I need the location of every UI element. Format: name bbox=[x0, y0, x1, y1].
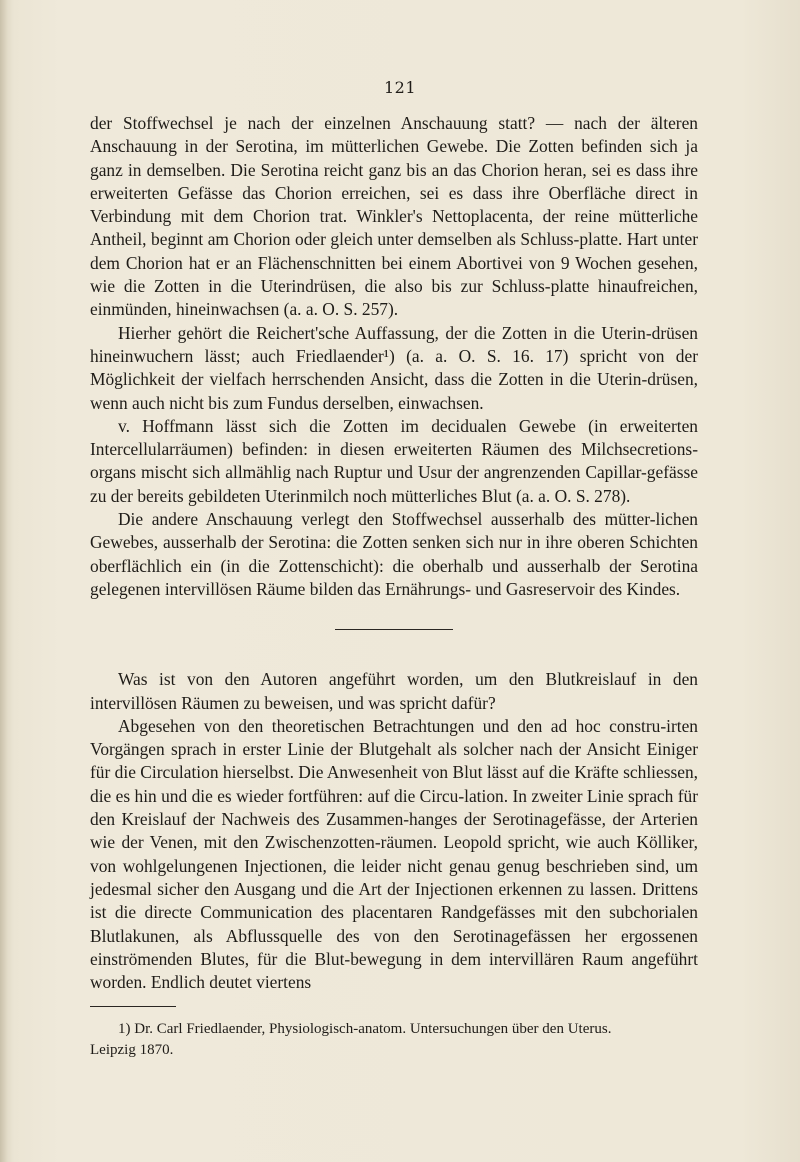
page-binding-edge bbox=[0, 0, 8, 1162]
paragraph: Hierher gehört die Reichert'sche Auffassung, der die Zotten in die Uterin-drüsen hineinwuchern lässt; auch Friedlaender¹) (a. a. O. S. 16. 17) spricht von der Möglichkeit der vielfach herrschenden Ansicht, dass die Zotten in die Uterin-drüsen, wenn auch nicht bis zum Fundus derselben, einwachsen. bbox=[90, 322, 698, 413]
body-text bbox=[90, 112, 698, 1061]
section-divider bbox=[335, 629, 453, 630]
page-number: 121 bbox=[383, 78, 417, 97]
footnote-rule bbox=[90, 1006, 176, 1007]
footnote-line: 1) Dr. Carl Friedlaender, Physiologisch-anatom. Untersuchungen über den Uterus. bbox=[118, 1021, 612, 1038]
paragraph: der Stoffwechsel je nach der einzelnen Anschauung statt? — nach der älteren Anschauung in der Serotina, im mütterlichen Gewebe. Die Zotten befinden sich ja ganz in demselben. Die Serotina reicht ganz bis an das Chorion heran, sei es dass ihre erweiterten Gefässe das Chorion erreichen, sei es dass ihre Oberfläche direct in Verbindung mit dem Chorion trat. Winkler's Nettoplacenta, der reine mütterliche Antheil, beginnt am Chorion oder gleich unter demselben als Schluss-platte. Hart unter dem Chorion hat er an Flächenschnitten bei einem Abortivei von 9 Wochen gesehen, wie die Zotten in die Uterindrüsen, die also bis zur Schluss-platte hinaufreichen, einmünden, hineinwachsen (a. a. O. S. 257). bbox=[90, 113, 698, 320]
paragraph: Was ist von den Autoren angeführt worden, um den Blutkreislauf in den intervillösen Räumen zu beweisen, und was spricht dafür? bbox=[90, 669, 698, 713]
footnote-line: Leipzig 1870. bbox=[90, 1042, 174, 1059]
paragraph: Die andere Anschauung verlegt den Stoffwechsel ausserhalb des mütter-lichen Gewebes, ausserhalb der Serotina: die Zotten senken sich nur in ihre oberen Schichten oberflächlich ein (in die Zottenschicht): die oberhalb und ausserhalb der Serotina gelegenen intervillösen Räume bilden das Ernährungs- und Gasreservoir des Kindes. bbox=[90, 509, 698, 599]
paragraph: v. Hoffmann lässt sich die Zotten im decidualen Gewebe (in erweiterten Intercellularräumen) befinden: in diesen erweiterten Räumen des Milchsecretions-organs mischt sich allmählig nach Ruptur und Usur der angrenzenden Capillar-gefässe zu der bereits gebildeten Uterinmilch noch mütterliches Blut (a. a. O. S. 278). bbox=[90, 415, 698, 506]
footnote bbox=[90, 1019, 698, 1061]
paragraph: Abgesehen von den theoretischen Betrachtungen und den ad hoc constru-irten Vorgängen sprach in erster Linie der Blutgehalt als solcher nach der Ansicht Einiger für die Circulation hierselbst. Die Anwesenheit von Blut lässt auf die Kräfte schliessen, die es hin und die es wieder fortführen: auf die Circu-lation. In zweiter Linie sprach für den Kreislauf der Nachweis des Zusammen-hanges der Serotinagefässe, der Arterien wie der Venen, mit den Zwischenzotten-räumen. Leopold spricht, wie auch Kölliker, von wohlgelungenen Injectionen, die leider nicht genau genug beschrieben sind, um jedesmal sicher den Ausgang und die Art der Injectionen erkennen zu lassen. Drittens ist die directe Communication des placentaren Randgefässes mit den subchorialen Blutlakunen, als Abflussquelle des von den Serotinagefässen her ergossenen einströmenden Blutes, für die Blut-bewegung in dem intervillären Raum angeführt worden. Endlich deutet viertens bbox=[90, 715, 698, 993]
